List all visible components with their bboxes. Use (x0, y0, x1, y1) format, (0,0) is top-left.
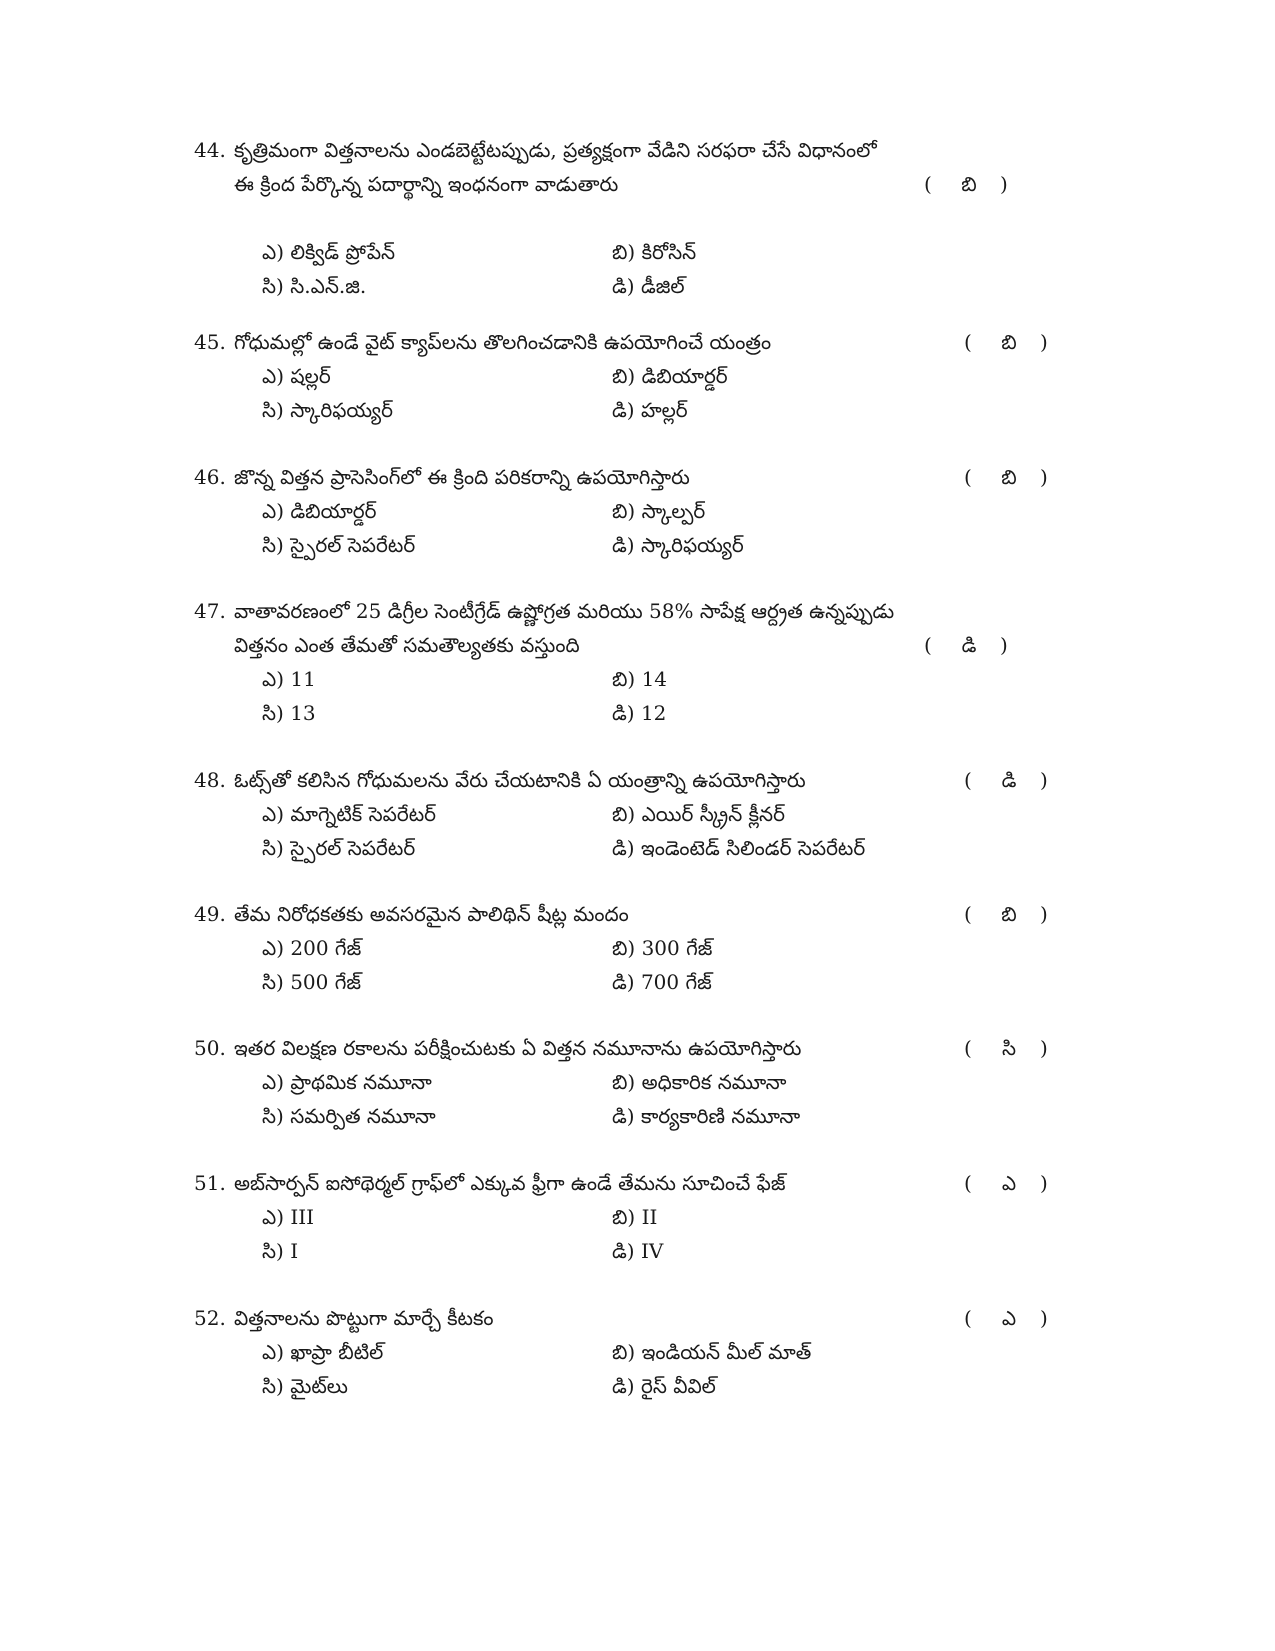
answer-key: ( డి ) (964, 763, 1054, 797)
answer-value: ఎ (1001, 1171, 1017, 1195)
question-text: ఈ క్రింద పేర్కొన్న పదార్థాన్ని ఇంధనంగా వాడుతారు (234, 172, 619, 196)
option-b: బి) స్కాల్పర్ (612, 499, 706, 523)
option-c: సి) మైట్‌లు (262, 1374, 348, 1398)
answer-value: సి (1001, 1036, 1017, 1060)
option-d: డి) స్కారిఫయ్యర్ (612, 533, 744, 557)
answer-key: ( బి ) (964, 897, 1054, 931)
question-50 (194, 1031, 1054, 1133)
option-d: డి) కార్యకారిణి నమూనా (612, 1104, 801, 1128)
question-line (194, 1166, 1054, 1200)
question-45 (194, 325, 1054, 427)
option-c: సి) స్పైరల్ సెపరేటర్ (262, 533, 416, 557)
question-text: కృత్రిమంగా విత్తనాలను ఎండబెట్టేటప్పుడు, ప్రత్యక్షంగా వేడిని సరఫరా చేసే విధానంలో (234, 138, 877, 162)
question-number: 45. (194, 330, 226, 354)
answer-key: ( బి ) (924, 167, 1014, 201)
options (262, 1335, 962, 1403)
answer-key: ( బి ) (964, 325, 1054, 359)
question-text: ఓట్స్‌తో కలిసిన గోధుమలను వేరు చేయటానికి ఏ యంత్రాన్ని ఉపయోగిస్తారు (234, 768, 806, 792)
options (262, 931, 962, 999)
question-line (194, 167, 1054, 201)
option-a: ఎ) ప్రాథమిక నమూనా (262, 1070, 432, 1094)
question-line (194, 133, 1054, 167)
question-44 (194, 133, 1054, 303)
option-b: బి) ఎయిర్ స్క్రీన్ క్లీనర్ (612, 802, 785, 826)
option-a: ఎ) లిక్విడ్ ప్రోపేన్ (262, 240, 396, 264)
option-b: బి) కిరోసిన్ (612, 240, 697, 264)
question-47 (194, 594, 1054, 730)
option-b: బి) డిబియార్డర్ (612, 364, 728, 388)
options (262, 1065, 962, 1133)
question-46 (194, 460, 1054, 562)
answer-value: ఎ (1001, 1306, 1017, 1330)
option-a: ఎ) మాగ్నెటిక్ సెపరేటర్ (262, 802, 436, 826)
option-d: డి) 12 (612, 701, 667, 725)
question-line (194, 594, 1054, 628)
answer-value: బి (1001, 330, 1017, 354)
option-d: డి) డీజిల్ (612, 274, 685, 298)
option-b: బి) 14 (612, 667, 668, 691)
option-a: ఎ) షల్లర్ (262, 364, 331, 388)
option-d: డి) IV (612, 1239, 664, 1263)
option-d: డి) ఇండెంటెడ్ సిలిండర్ సెపరేటర్ (612, 836, 866, 860)
option-b: బి) అధికారిక నమూనా (612, 1070, 787, 1094)
question-52 (194, 1301, 1054, 1403)
answer-value: డి (1001, 768, 1017, 792)
question-line (194, 897, 1054, 931)
option-b: బి) ఇండియన్ మీల్ మాత్ (612, 1340, 812, 1364)
options (262, 235, 962, 303)
answer-value: బి (1001, 465, 1017, 489)
question-number: 47. (194, 599, 226, 623)
question-line (194, 325, 1054, 359)
option-a: ఎ) III (262, 1205, 315, 1229)
option-a: ఎ) డిబియార్డర్ (262, 499, 377, 523)
question-text: తేమ నిరోధకతకు అవసరమైన పాలిథిన్ షీట్ల మందం (234, 902, 629, 926)
options (262, 494, 962, 562)
question-number: 52. (194, 1306, 226, 1330)
option-d: డి) 700 గేజ్ (612, 970, 712, 994)
question-number: 50. (194, 1036, 226, 1060)
question-text: వాతావరణంలో 25 డిగ్రీల సెంటీగ్రేడ్ ఉష్ణోగ్రత మరియు 58% సాపేక్ష ఆర్ద్రత ఉన్నప్పుడు (234, 599, 895, 623)
answer-key: ( సి ) (964, 1031, 1054, 1065)
option-c: సి) సి.ఎన్.జి. (262, 274, 367, 298)
option-b: బి) 300 గేజ్ (612, 936, 713, 960)
question-text: విత్తనం ఎంత తేమతో సమతౌల్యతకు వస్తుంది (234, 633, 580, 657)
option-a: ఎ) 200 గేజ్ (262, 936, 362, 960)
answer-key: ( డి ) (924, 628, 1014, 662)
option-a: ఎ) ఖాప్రా బీటిల్ (262, 1340, 384, 1364)
answer-value: బి (1001, 902, 1017, 926)
answer-key: ( బి ) (964, 460, 1054, 494)
answer-value: బి (961, 172, 977, 196)
question-51 (194, 1166, 1054, 1268)
options (262, 797, 962, 865)
question-line (194, 1031, 1054, 1065)
question-text: అబ్‌సార్పన్ ఐసోథెర్మల్ గ్రాఫ్‌లో ఎక్కువ ఫ్రీగా ఉండే తేమను సూచించే ఫేజ్ (234, 1171, 786, 1195)
question-line (194, 763, 1054, 797)
option-c: సి) సమర్పిత నమూనా (262, 1104, 436, 1128)
options (262, 1200, 962, 1268)
option-c: సి) 13 (262, 701, 316, 725)
question-line (194, 460, 1054, 494)
question-line (194, 628, 1054, 662)
option-b: బి) II (612, 1205, 658, 1229)
options (262, 662, 962, 730)
answer-value: డి (961, 633, 977, 657)
question-line (194, 1301, 1054, 1335)
question-48 (194, 763, 1054, 865)
question-text: ఇతర విలక్షణ రకాలను పరీక్షించుటకు ఏ విత్తన నమూనాను ఉపయోగిస్తారు (234, 1036, 802, 1060)
option-d: డి) రైస్ వీవిల్ (612, 1374, 716, 1398)
question-number: 51. (194, 1171, 226, 1195)
options (262, 359, 962, 427)
question-49 (194, 897, 1054, 999)
answer-key: ( ఎ ) (964, 1166, 1054, 1200)
option-c: సి) 500 గేజ్ (262, 970, 362, 994)
question-text: జొన్న విత్తన ప్రాసెసింగ్‌లో ఈ క్రింది పరికరాన్ని ఉపయోగిస్తారు (234, 465, 690, 489)
question-text: విత్తనాలను పొట్టుగా మార్చే కీటకం (234, 1306, 494, 1330)
question-number: 46. (194, 465, 226, 489)
question-number: 49. (194, 902, 226, 926)
question-number: 48. (194, 768, 226, 792)
option-c: సి) స్కారిఫయ్యర్ (262, 398, 393, 422)
option-c: సి) I (262, 1239, 299, 1263)
option-c: సి) స్పైరల్ సెపరేటర్ (262, 836, 416, 860)
answer-key: ( ఎ ) (964, 1301, 1054, 1335)
question-text: గోధుమల్లో ఉండే వైట్ క్యాప్‌లను తొలగించడానికి ఉపయోగించే యంత్రం (234, 330, 772, 354)
option-a: ఎ) 11 (262, 667, 316, 691)
option-d: డి) హల్లర్ (612, 398, 688, 422)
question-number: 44. (194, 138, 226, 162)
